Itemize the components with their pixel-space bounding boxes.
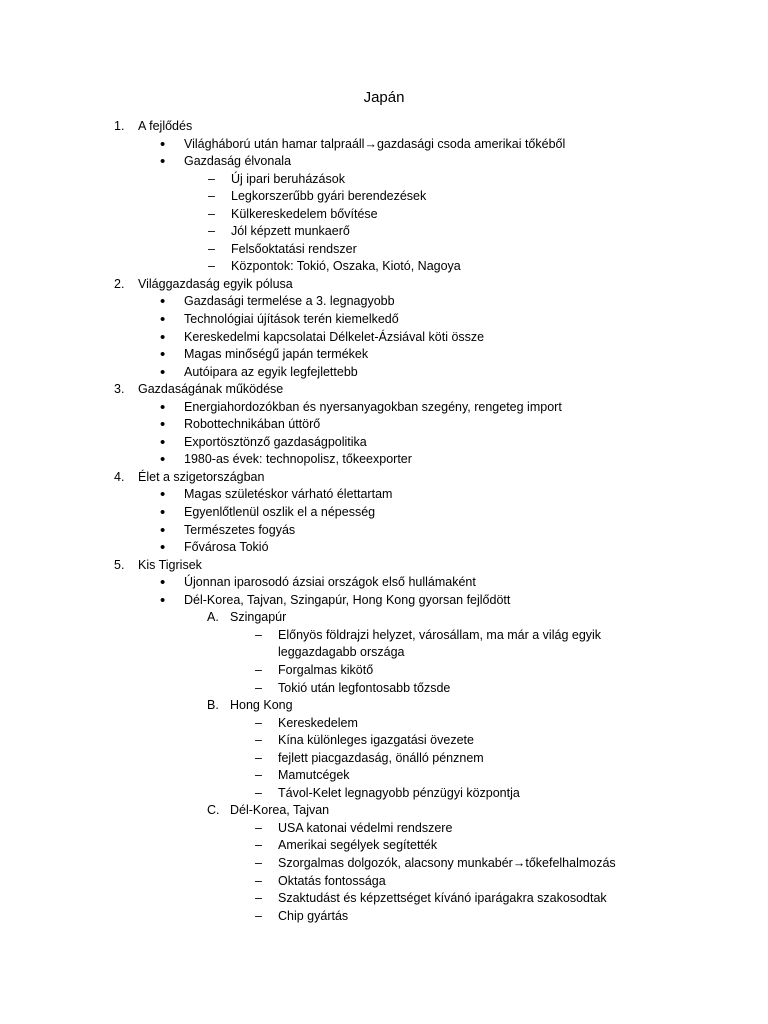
bullet-item [0,504,768,522]
dash-item [0,188,768,206]
dash-item-text: Távol-Kelet legnagyobb pénzügyi központja [278,785,520,800]
section-number: 4. [114,469,125,484]
dash-icon: – [208,171,215,186]
dash-icon: – [255,733,262,748]
section-number: 5. [114,557,125,572]
bullet-item-text: Egyenlőtlenül oszlik el a népesség [184,505,376,520]
bullet-item-text: Exportösztönző gazdaságpolitika [184,434,367,449]
dash-item-text: Kereskedelem [278,715,358,730]
section-heading [0,557,768,575]
sub-heading [0,802,768,820]
sub-letter: B. [207,698,219,713]
dash-item-text: Felsőoktatási rendszer [231,241,357,256]
outline-list [0,118,768,925]
bullet-icon: • [160,328,166,346]
section-heading [0,276,768,294]
dash-item [0,767,768,785]
dash-item [0,785,768,803]
dash-icon: – [255,908,262,923]
bullet-item [0,311,768,329]
dash-item-text: Kína különleges igazgatási övezete [278,733,474,748]
dash-item [0,241,768,259]
bullet-item [0,434,768,452]
bullet-item-text: 1980-as évek: technopolisz, tőkeexporter [184,452,412,467]
bullet-icon: • [160,521,166,539]
bullet-icon: • [160,451,166,469]
bullet-icon: • [160,311,166,329]
dash-icon: – [208,241,215,256]
bullet-icon: • [160,591,166,609]
bullet-icon: • [160,574,166,592]
bullet-icon: • [160,346,166,364]
page-title: Japán [363,89,405,106]
bullet-item [0,522,768,540]
dash-item-text: Új ipari beruházások [231,171,345,186]
dash-item [0,680,768,698]
bullet-icon: • [160,486,166,504]
sub-letter: A. [207,610,219,625]
bullet-item-text: Robottechnikában úttörő [184,417,321,432]
dash-item-text: Oktatás fontossága [278,873,386,888]
bullet-icon: • [160,363,166,381]
dash-item-text: leggazdagabb országa [278,645,405,660]
dash-icon: – [255,785,262,800]
dash-item [0,750,768,768]
dash-item [0,820,768,838]
bullet-icon: • [160,539,166,557]
dash-icon: – [255,891,262,906]
dash-item-text: Forgalmas kikötő [278,662,374,677]
dash-item-text: Szorgalmas dolgozók, alacsony munkabér→tőkefelhalmozás [278,855,616,870]
bullet-item [0,539,768,557]
sub-heading-text: Szingapúr [230,610,287,625]
bullet-item [0,399,768,417]
dash-icon: – [255,662,262,677]
sub-heading-text: Dél-Korea, Tajvan [230,803,330,818]
bullet-item-text: Dél-Korea, Tajvan, Szingapúr, Hong Kong gyorsan fejlődött [184,592,511,607]
bullet-icon: • [160,416,166,434]
bullet-item [0,329,768,347]
dash-item-text: Mamutcégek [278,768,350,783]
dash-item [0,258,768,276]
bullet-item [0,346,768,364]
dash-icon: – [255,820,262,835]
bullet-icon: • [160,153,166,171]
dash-item [0,627,768,645]
bullet-item-text: Magas születéskor várható élettartam [184,487,393,502]
bullet-item [0,136,768,154]
dash-icon: – [255,768,262,783]
dash-item-text: Legkorszerűbb gyári berendezések [231,189,427,204]
dash-item-text: Előnyös földrajzi helyzet, városállam, ma már a világ egyik [278,627,602,642]
section-number: 1. [114,119,125,133]
dash-icon: – [255,750,262,765]
dash-item-text: Külkereskedelem bővítése [231,206,378,221]
dash-item [0,908,768,926]
dash-item [0,206,768,224]
dash-icon: – [255,855,262,870]
dash-icon: – [208,206,215,221]
section-number: 3. [114,382,125,397]
bullet-item [0,574,768,592]
section-heading-text: Világgazdaság egyik pólusa [138,276,293,291]
dash-item-text: Chip gyártás [278,908,349,923]
section-heading-text: Gazdaságának működése [138,382,284,397]
bullet-item-text: Kereskedelmi kapcsolatai Délkelet-Ázsiával köti össze [184,329,485,344]
bullet-item [0,416,768,434]
bullet-item-text: Autóipara az egyik legfejlettebb [184,364,358,379]
bullet-item [0,153,768,171]
bullet-item [0,451,768,469]
bullet-icon: • [160,135,166,153]
dash-icon: – [255,627,262,642]
section-heading-text: Kis Tigrisek [138,557,202,572]
bullet-item-text: Gazdaság élvonala [184,154,292,169]
section-heading [0,469,768,487]
section-heading-text: A fejlődés [138,119,193,133]
dash-icon: – [255,680,262,695]
dash-item [0,837,768,855]
bullet-icon: • [160,293,166,311]
dash-item [0,855,768,873]
bullet-item-text: Újonnan iparosodó ázsiai országok első hullámaként [184,575,476,590]
dash-icon: – [208,259,215,274]
dash-item [0,873,768,891]
dash-icon: – [255,715,262,730]
section-number: 2. [114,276,125,291]
dash-item [0,644,768,662]
section-heading [0,381,768,399]
bullet-item-text: Gazdasági termelése a 3. legnagyobb [184,294,395,309]
sub-heading [0,609,768,627]
bullet-item [0,293,768,311]
dash-item-text: Amerikai segélyek segítették [278,838,438,853]
dash-icon: – [208,224,215,239]
bullet-item [0,364,768,382]
sub-letter: C. [207,803,220,818]
bullet-item [0,592,768,610]
dash-item-text: Szaktudást és képzettséget kívánó iparágakra szakosodtak [278,891,607,906]
bullet-icon: • [160,398,166,416]
bullet-item-text: Magas minőségű japán termékek [184,347,369,362]
dash-item-text: fejlett piacgazdaság, önálló pénznem [278,750,484,765]
dash-item [0,732,768,750]
bullet-item-text: Energiahordozókban és nyersanyagokban szegény, rengeteg import [184,399,562,414]
bullet-item-text: Világháború után hamar talpraáll→gazdasági csoda amerikai tőkéből [184,136,566,151]
bullet-item [0,486,768,504]
section-heading [0,118,768,136]
dash-icon: – [255,838,262,853]
bullet-item-text: Technológiai újítások terén kiemelkedő [184,312,399,327]
bullet-item-text: Természetes fogyás [184,522,296,537]
dash-icon: – [255,873,262,888]
dash-icon: – [208,189,215,204]
section-heading-text: Élet a szigetországban [138,469,265,484]
dash-item-text: Tokió után legfontosabb tőzsde [278,680,451,695]
sub-heading [0,697,768,715]
dash-item-text: USA katonai védelmi rendszere [278,820,453,835]
dash-item [0,223,768,241]
bullet-item-text: Fővárosa Tokió [184,540,269,555]
sub-heading-text: Hong Kong [230,698,293,713]
bullet-icon: • [160,433,166,451]
dash-item [0,715,768,733]
dash-item-text: Központok: Tokió, Oszaka, Kiotó, Nagoya [231,259,461,274]
dash-item [0,890,768,908]
bullet-icon: • [160,504,166,522]
dash-item [0,662,768,680]
dash-item-text: Jól képzett munkaerő [231,224,350,239]
dash-item [0,171,768,189]
